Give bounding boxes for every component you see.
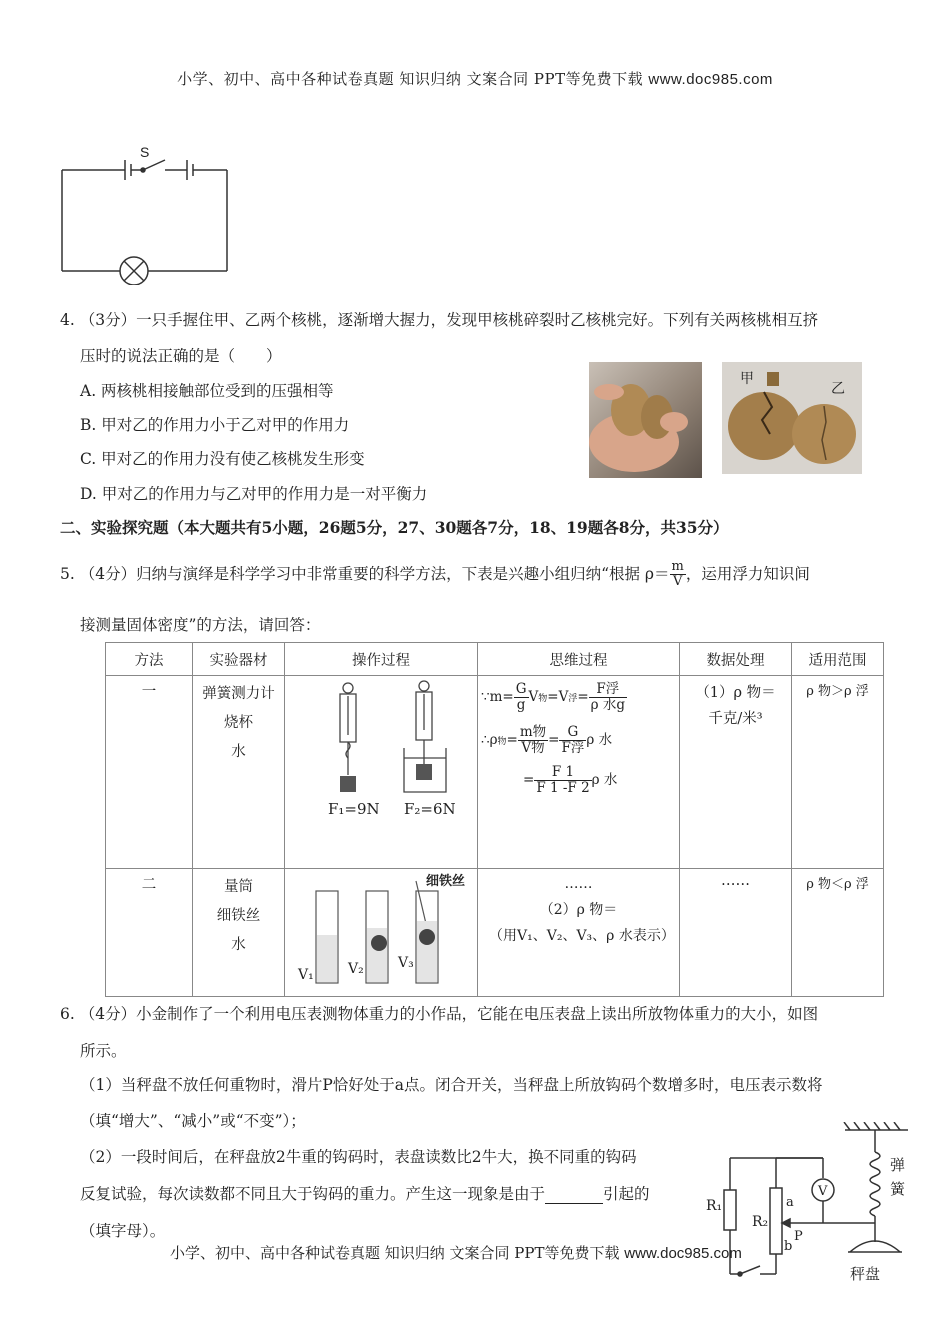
think3-n: F 1 <box>534 765 591 781</box>
photo-two-walnuts <box>722 362 862 474</box>
row2-procedure <box>285 869 478 997</box>
page-header <box>0 68 950 89</box>
row1-procedure <box>285 676 478 869</box>
row1-data <box>680 676 792 869</box>
think1-f-frac <box>589 682 627 713</box>
think2-n1: m物 <box>519 723 547 740</box>
row2-range: ρ 物＜ρ 浮 <box>792 869 884 997</box>
th-data: 数据处理 <box>680 643 792 676</box>
think1-fden: ρ 水g <box>590 696 626 713</box>
think1-g-num: G <box>515 681 527 697</box>
rho-fraction <box>670 560 686 590</box>
q4-option-a[interactable]: A. 两核桃相接触部位受到的压强相等 <box>80 382 334 400</box>
v3-label: V₃ <box>398 955 414 971</box>
th-range: 适用范围 <box>792 643 884 676</box>
point-b-label: b <box>784 1239 793 1254</box>
think3-eq: = <box>523 772 535 789</box>
row2-equip-2: 细铁丝 <box>216 908 261 924</box>
q6-part2-pre: 反复试验，每次读数都不同且大于钩码的重力。产生这一现象是由于 <box>80 1185 546 1203</box>
q4-option-b[interactable]: B. 甲对乙的作用力小于乙对甲的作用力 <box>80 416 350 434</box>
think2-d1: V物 <box>521 739 545 756</box>
walnut-label-jia: 甲 <box>740 371 754 387</box>
row2-method: 二 <box>106 869 193 997</box>
row1-thinking <box>478 676 680 869</box>
q6-part2-line2 <box>80 1182 650 1204</box>
think1-eq2: = <box>577 688 589 705</box>
think1-fnum: F浮 <box>589 682 627 698</box>
think2-rho: ρ 水 <box>586 731 613 748</box>
slider-p-label: P <box>794 1229 803 1244</box>
spring-label-2: 簧 <box>890 1180 906 1198</box>
row2-think-note: （用V₁、V₂、V₃、ρ 水表示） <box>489 928 675 944</box>
q6-stem-line1: 6. （4分）小金制作了一个利用电压表测物体重力的小作品，它能在电压表盘上读出所放物体重力的大小，如图 <box>60 1005 819 1023</box>
row2-thinking <box>478 869 680 997</box>
r1-label: R₁ <box>706 1198 723 1214</box>
switch-label: S <box>140 144 150 160</box>
row1-equipment <box>193 676 285 869</box>
th-method: 方法 <box>106 643 193 676</box>
think1-g-frac <box>514 682 529 713</box>
row2-think-question: （2）ρ 物＝ <box>539 902 618 918</box>
rho-num: m <box>671 559 684 574</box>
table-header-row <box>106 643 884 676</box>
header-text: 小学、初中、高中各种试卷真题 知识归纳 文案合同 PPT等免费下载 <box>177 70 644 88</box>
q6-part1-line1: （1）当秤盘不放任何重物时，滑片P恰好处于a点。闭合开关，当秤盘上所放钩码个数增多时，电压表示数将 <box>80 1076 823 1094</box>
q5-stem-line1 <box>60 560 810 590</box>
think2-eq2: = <box>548 731 560 748</box>
r2-label: R₂ <box>752 1214 769 1230</box>
page-footer <box>170 1242 742 1263</box>
row2-equip-1: 量筒 <box>224 879 253 895</box>
think-line-3 <box>481 765 676 796</box>
row1-equip-3: 水 <box>231 744 246 760</box>
think3-d: F 1 -F 2 <box>536 780 590 797</box>
f1-label: F₁=9N <box>328 800 380 818</box>
spring-label-1: 弹 <box>890 1156 906 1174</box>
row1-equip-2: 烧杯 <box>224 715 253 731</box>
think1-f-sub: 浮 <box>568 693 578 704</box>
circuit-diagram-top <box>55 140 240 285</box>
row1-equip-1: 弹簧测力计 <box>202 686 275 702</box>
q6-part2-post: 引起的 <box>603 1185 650 1203</box>
rho-den: V <box>673 574 683 590</box>
q6-stem-line2: 所示。 <box>80 1042 127 1060</box>
q4-option-d[interactable]: D. 甲对乙的作用力与乙对甲的作用力是一对平衡力 <box>80 485 428 503</box>
header-site: www.doc985.com <box>648 71 773 88</box>
row1-range: ρ 物＞ρ 浮 <box>792 676 884 869</box>
th-procedure: 操作过程 <box>285 643 478 676</box>
point-a-label: a <box>786 1195 794 1210</box>
q5-stem-line2: 接测量固体密度”的方法，请回答： <box>80 616 321 634</box>
th-thinking: 思维过程 <box>478 643 680 676</box>
think3-rho: ρ 水 <box>591 772 618 789</box>
cylinder-diagram <box>288 873 474 988</box>
table-row <box>106 676 884 869</box>
think1-eq: =V <box>547 688 569 705</box>
q6-part1-line2: （填“增大”、“减小”或“不变”）； <box>80 1112 306 1130</box>
think1-mid: V <box>528 688 539 705</box>
v2-label: V₂ <box>348 961 364 977</box>
row1-data-formula: （1）ρ 物＝ <box>695 685 776 701</box>
think-line-2 <box>481 725 676 756</box>
q5-stem-part-b: ，运用浮力知识间 <box>685 564 810 583</box>
q5-stem-part-a: 5. （4分）归纳与演绎是科学学习中非常重要的科学方法，下表是兴趣小组归纳“根据 ρ＝ <box>60 564 670 583</box>
v1-label: V₁ <box>298 967 314 983</box>
think1-g-den: g <box>516 696 526 713</box>
q4-option-c[interactable]: C. 甲对乙的作用力没有使乙核桃发生形变 <box>80 450 365 468</box>
think1-v-sub: 物 <box>538 693 548 704</box>
q4-stem-line1: 4. （3分）一只手握住甲、乙两个核桃，逐渐增大握力，发现甲核桃碎裂时乙核桃完好。下列有关两核桃相互挤 <box>60 311 819 329</box>
pan-label: 秤盘 <box>850 1265 881 1283</box>
footer-site: www.doc985.com <box>624 1245 742 1262</box>
think1-pre: ∵m= <box>481 688 514 705</box>
think2-frac1 <box>518 725 548 756</box>
think3-frac <box>534 765 591 796</box>
row2-data: …… <box>680 869 792 997</box>
think2-eq1: = <box>506 731 518 748</box>
think-line-1 <box>481 682 676 713</box>
voltmeter-label: V <box>818 1184 828 1199</box>
q6-part2-line1: （2）一段时间后，在秤盘放2牛重的钩码时，表盘读数比2牛大，换不同重的钩码 <box>80 1148 637 1166</box>
section-2-title: 二、实验探究题（本大题共有5小题，26题5分，27、30题各7分，18、19题各8分，共35分） <box>60 518 729 537</box>
think2-pre: ∴ρ <box>481 731 498 748</box>
row1-method: 一 <box>106 676 193 869</box>
f2-label: F₂=6N <box>404 800 456 818</box>
answer-blank[interactable] <box>545 1189 603 1204</box>
think2-d2: F浮 <box>561 739 585 756</box>
photo-hand-walnuts <box>589 362 702 478</box>
hand-walnut-drawing <box>589 362 702 478</box>
row2-equip-3: 水 <box>231 937 246 953</box>
wire-label: 细铁丝 <box>426 874 466 889</box>
footer-text: 小学、初中、高中各种试卷真题 知识归纳 文案合同 PPT等免费下载 <box>170 1244 620 1262</box>
row2-equipment <box>193 869 285 997</box>
th-equipment: 实验器材 <box>193 643 285 676</box>
row1-data-unit: 千克/米³ <box>708 711 763 727</box>
think2-n2: G <box>559 725 586 741</box>
think2-frac2 <box>559 725 586 756</box>
walnut-label-yi: 乙 <box>831 381 845 397</box>
think2-sub: 物 <box>497 736 507 747</box>
q6-part2-line3: （填字母）。 <box>80 1222 166 1240</box>
experiment-table <box>105 642 884 997</box>
row2-think-dots: …… <box>564 876 593 892</box>
spring-scale-diagram <box>296 680 466 820</box>
q4-stem-line2: 压时的说法正确的是（ ） <box>80 347 282 365</box>
table-row <box>106 869 884 997</box>
